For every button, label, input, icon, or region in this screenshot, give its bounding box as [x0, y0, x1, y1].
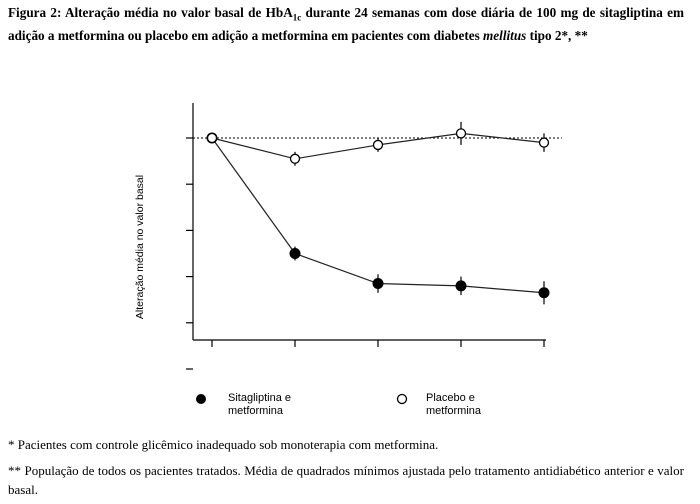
series-1-point-3	[457, 129, 466, 138]
caption-subscript: 1c	[292, 12, 302, 23]
y-axis-label: Alteração média no valor basal	[134, 174, 146, 320]
series-1	[208, 122, 549, 166]
legend-label-sitagliptina-1: Sitagliptina e	[228, 392, 291, 404]
caption-part1: Figura 2: Alteração média no valor basal de HbA	[8, 5, 293, 20]
series-1-point-2	[374, 140, 383, 149]
legend-label-sitagliptina-2: metformina	[228, 405, 284, 417]
legend-marker-sitagliptina	[196, 394, 206, 404]
legend-label-placebo-1: Placebo e	[426, 392, 475, 404]
caption-italic: mellitus	[483, 27, 527, 43]
series-0-point-1	[290, 248, 301, 259]
caption-part3: tipo 2*, **	[526, 27, 588, 43]
legend	[196, 392, 482, 417]
series-1-point-0	[208, 134, 217, 143]
legend-marker-placebo	[398, 395, 407, 404]
series-1-point-1	[291, 154, 300, 163]
series-0-point-2	[373, 278, 384, 289]
footnote-2: ** População de todos os pacientes tratados. Média de quadrados mínimos ajustada pelo tratamento antidiabético anterior e valor basal.	[8, 463, 684, 497]
series-0	[207, 133, 550, 305]
caption-part2: durante 24 semanas com dose diária de 100 mg de sitagliptina em adição a metformina ou placebo em adição a metformina em pacientes com diabetes	[8, 5, 685, 43]
series-0-point-3	[456, 280, 467, 291]
legend-label-placebo-2: metformina	[426, 405, 482, 417]
series-layer	[207, 122, 550, 304]
series-0-line	[212, 138, 544, 293]
footnote-1: * Pacientes com controle glicêmico inadequado sob monoterapia com metformina.	[8, 437, 439, 452]
series-1-point-4	[540, 138, 549, 147]
series-0-point-4	[539, 287, 550, 298]
